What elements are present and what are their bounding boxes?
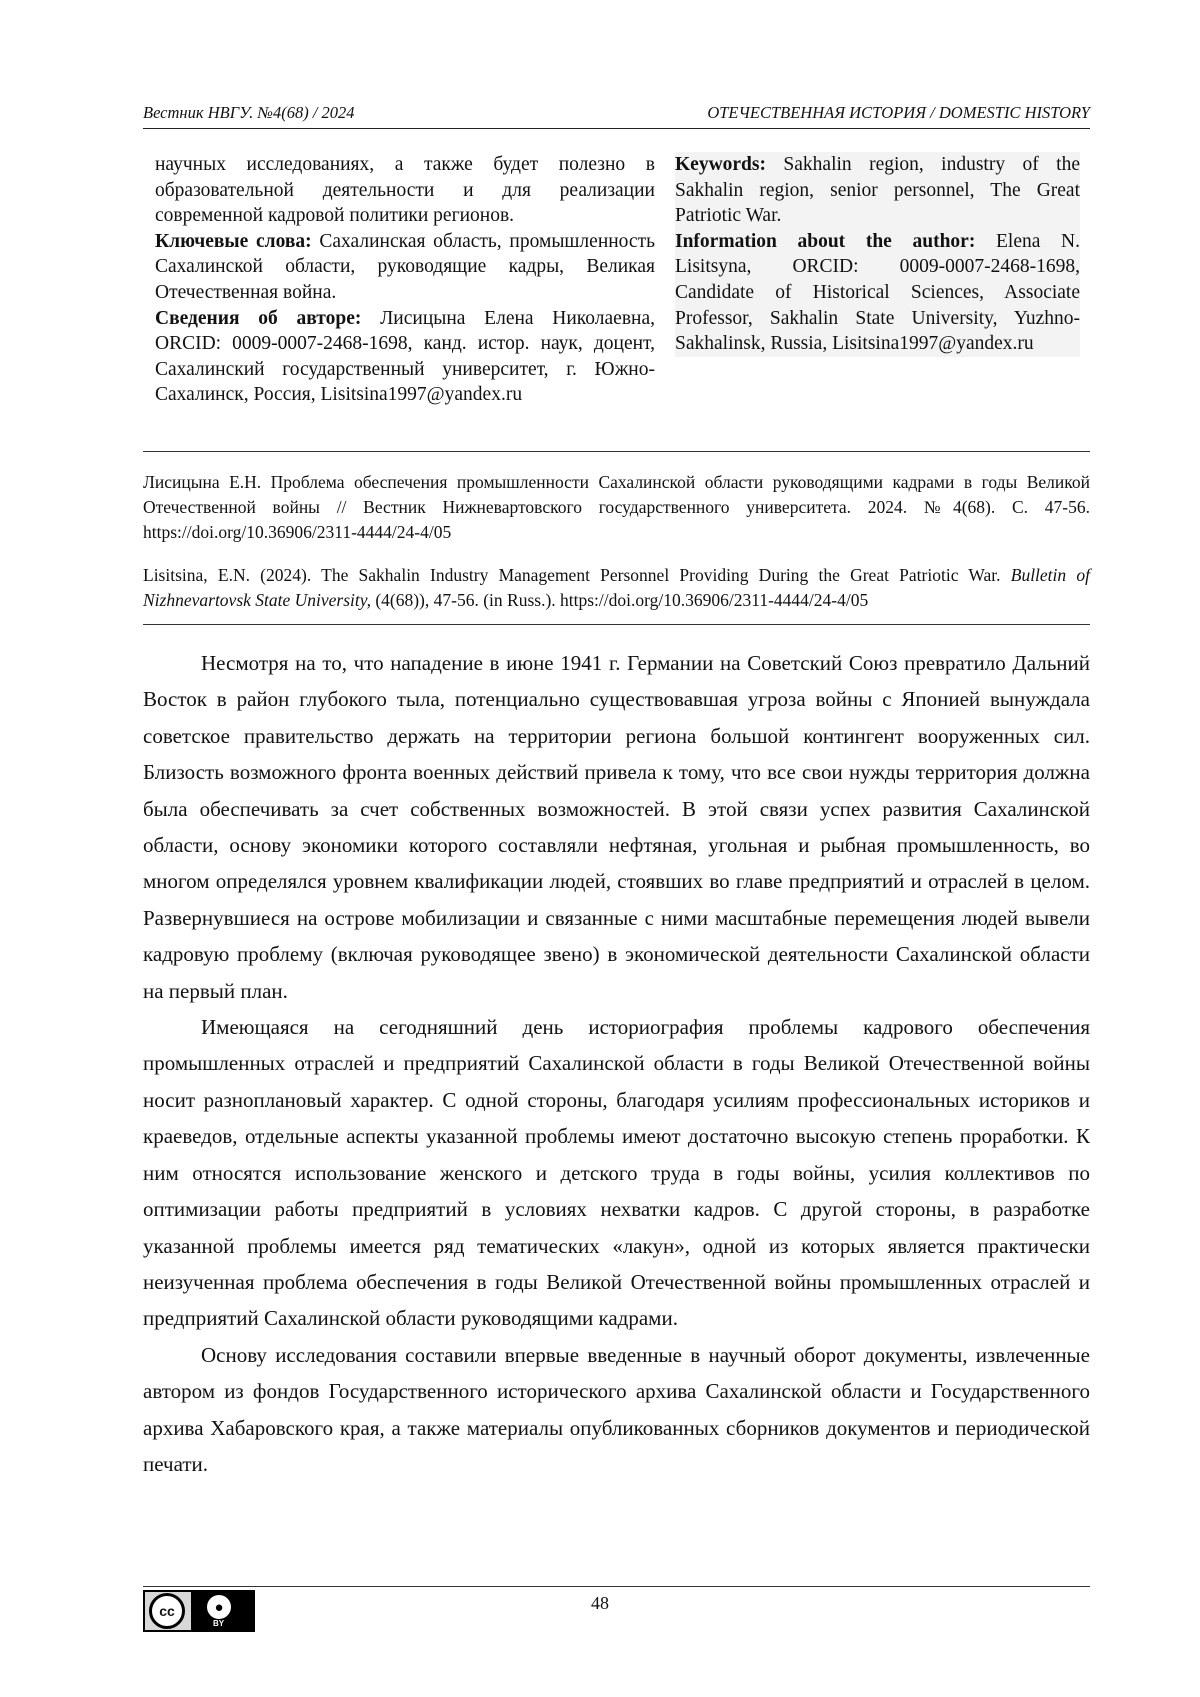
divider-top [143,451,1090,452]
citation-en [143,563,1090,613]
citation-en-tail: (4(68)), 47-56. (in Russ.). https://doi.org/10.36906/2311-4444/24-4/05 [370,590,869,610]
keywords-ru-text: Сахалинская область, промышленность Сахалинской области, руководящие кадры, Великая Отечественная война. [155,230,655,303]
journal-title: Вестник НВГУ. №4(68) / 2024 [143,103,355,122]
keywords-en [675,152,1080,229]
abstract-block [143,152,1090,437]
author-info-en-text: Elena N. Lisitsyna, ORCID: 0009-0007-2468-1698, Candidate of Historical Sciences, Associate Professor, Sakhalin State University, Yuzhno-Sakhalinsk, Russia, Lisitsina1997@yandex.ru [675,230,1080,355]
abstract-ru-tail: научных исследованиях, а также будет полезно в образовательной деятельности и для реализации современной кадровой политики регионов. [155,154,655,227]
footer-rule [143,1586,1090,1587]
cc-icon: cc [149,1593,185,1629]
body-paragraph: Имеющаяся на сегодняшний день историография проблемы кадрового обеспечения промышленных отраслей и предприятий Сахалинской области в годы Великой Отечественной войны носит разноплановый характер. С одной стороны, благодаря усилиям профессиональных историков и краеведов, отдельные аспекты указанной проблемы имеют достаточно высокую степень проработки. К ним относятся использование женского и детского труда в годы войны, усилия коллективов по оптимизации работы предприятий в условиях нехватки кадров. С другой стороны, в разработке указанной проблемы имеется ряд тематических «лакун», одной из которых является практически неизученная проблема обеспечения в годы Великой Отечественной войны промышленных отраслей и предприятий Сахалинской области руководящими кадрами. [143,1015,1090,1331]
keywords-ru-label: Ключевые слова: [155,230,312,252]
running-header [143,103,1090,129]
by-label: BY [213,1619,225,1628]
citation-en-lead: Lisitsina, E.N. (2024). The Sakhalin Industry Management Personnel Providing During the Great Patriotic War. [143,565,1011,585]
keywords-en-label: Keywords: [675,154,766,175]
author-info-en [675,229,1080,357]
keywords-en-text: Sakhalin region, industry of the Sakhalin region, senior personnel, The Great Patriotic War. [675,154,1080,227]
author-info-en-label: Information about the author: [675,230,976,252]
section-title: ОТЕЧЕСТВЕННАЯ ИСТОРИЯ / DOMESTIC HISTORY [707,103,1090,122]
article-body [143,645,1090,1482]
body-paragraph: Несмотря на то, что нападение в июне 1941 г. Германии на Советский Союз превратило Дальний Восток в район глубокого тыла, потенциально существовавшая угроза войны с Японией вынуждала советское правительство держать на территории региона большой контингент вооруженных сил. Близость возможного фронта военных действий привела к тому, что все свои нужды территория должна была обеспечивать за счет собственных возможностей. В этой связи успех развития Сахалинской области, основу экономики которого составляли нефтяная, угольная и рыбная промышленность, во многом определялся уровнем квалификации людей, стоявших во главе предприятий и отраслей в целом. Развернувшиеся на острове мобилизации и связанные с ними масштабные перемещения людей вывели кадровую проблему (включая руководящее звено) в экономической деятельности Сахалинской области на первый план. [143,651,1090,1003]
divider-bottom [143,624,1090,625]
abstract-ru [155,152,655,408]
citation-ru: Лисицына Е.Н. Проблема обеспечения промышленности Сахалинской области руководящими кадрами в годы Великой Отечественной войны // Вестник Нижневартовского государственного университета. 2024. №4(68). С. 47-56. https://doi.org/10.36906/2311-4444/24-4/05 [143,472,1090,542]
page-number: 48 [591,1593,609,1613]
author-info-ru-text: Лисицына Елена Николаевна, ORCID: 0009-0007-2468-1698, канд. истор. наук, доцент, Сахалинский государственный университет, г. Южно-Сахалинск, Россия, Lisitsina1997@yandex.ru [155,307,655,406]
citation-en-journal: Bulletin of Nizhnevartovsk State University, [143,565,1090,610]
author-info-ru [155,306,655,408]
person-icon: ● [207,1595,231,1619]
keywords-ru [155,229,655,306]
author-info-ru-label: Сведения об авторе: [155,307,362,329]
abstract-en [675,152,1080,357]
body-paragraph: Основу исследования составили впервые введенные в научный оборот документы, извлеченные автором из фондов Государственного исторического архива Сахалинской области и Государственного архива Хабаровского края, а также материалы опубликованных сборников документов и периодической печати. [143,1342,1090,1476]
